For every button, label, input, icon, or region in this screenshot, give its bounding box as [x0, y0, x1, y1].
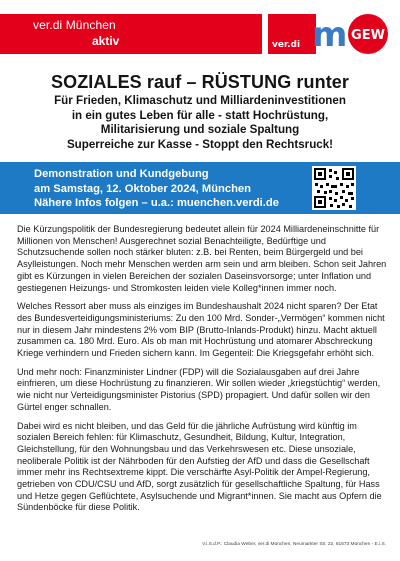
imprint: V.i.S.d.P.: Claudia Weber, ver.di München, Neumarkter Str. 22, 81673 München - E.i.S. — [202, 542, 386, 547]
banner-line2: am Samstag, 12. Oktober 2024, München — [34, 182, 251, 195]
subtitle-line: Für Frieden, Klimaschutz und Milliardeninvestitionen — [54, 94, 346, 107]
gew-logo-text: GEW — [351, 28, 385, 43]
banner-text — [34, 167, 279, 211]
subtitle-line: in ein gutes Leben für alle - statt Hochrüstung, — [71, 108, 329, 122]
gew-logo — [346, 12, 390, 56]
paragraph: Die Kürzungspolitik der Bundesregierung bedeutet allein für 2024 Milliardeneinschnitte für Millionen von Menschen! Ausgerechnet sozial Benachteiligte, Bedürftige und Schutzsuchende sollen noch stärker bluten: z.B. bei Renten, beim Bürgergeld und bei Asylleistungen. Noch mehr Menschen werden arm sein und arm bleiben. Schon seit Jahren gibt es Kürzungen in vielen Bereichen der sozialen Daseinsvorsorge; unter Inflation und gestiegenen Heizungs- und Stromkosten leiden viele Kolleg*innen immer noch. — [17, 224, 387, 293]
page-title: SOZIALES rauf – RÜSTUNG runter — [50, 72, 350, 92]
header — [0, 0, 400, 66]
body-text — [17, 224, 387, 521]
m-logo: m — [312, 15, 348, 55]
subtitle-line: Militarisierung und soziale Spaltung — [100, 123, 300, 136]
verdi-logo — [268, 14, 316, 54]
qr-code-graphic — [312, 166, 356, 210]
verdi-logo-text: ver.di — [272, 40, 301, 50]
subtitle-line: Superreiche zur Kasse - Stoppt den Rechtsruck! — [66, 137, 334, 151]
header-line2: aktiv — [92, 34, 120, 48]
paragraph: Welches Ressort aber muss als einziges im Bundeshaushalt 2024 nicht sparen? Der Etat des Bundesverteidigungsministeriums: Zu den 100 Mrd. Sonder-„Vermögen“ kommen nicht nur in diesem Jahr mindestens 2% vom BIP (Brutto-Inlands-Produkt) hinzu. Macht aktuell zusammen ca. 180 Mrd. Euro. Als ob man mit Hochrüstung und atomarer Abschreckung Kriege verhindern und Frieden sichern kann. Im Gegenteil: Die Kriegsgefahr erhöht sich. — [17, 301, 385, 359]
banner-line3[interactable]: Nähere Infos folgen – u.a.: muenchen.verdi.de — [34, 197, 279, 209]
header-band — [0, 14, 262, 54]
subtitle — [0, 94, 400, 152]
gew-logo-icon — [346, 12, 390, 56]
header-line1: ver.di München — [33, 18, 116, 32]
paragraph: Und mehr noch: Finanzminister Lindner (FDP) will die Sozialausgaben auf drei Jahre einfrieren, um diese Hochrüstung zu finanzieren. Wir sollen wieder „kriegstüchtig“ werden, wie nicht nur Verteidigungsminister Pistorius (SPD) propagiert. Und dafür sollen wir den Gürtel enger schnallen. — [17, 366, 381, 412]
paragraph: Dabei wird es nicht bleiben, und das Geld für die jährliche Aufrüstung wird künftig im sozialen Bereich fehlen: für Klimaschutz, Gesundheit, Bildung, Kultur, Integration, Gleichstellung, für den Wohnungsbau und das Verkehrswesen etc. Diese unsoziale, neoliberale Politik ist der Nährboden für den Aufstieg der AfD und dass die Gesellschaft immer mehr ins Rechtsextreme kippt. Die verschärfte Asyl-Politik der Ampel-Regierung, getrieben von CDU/CSU und AfD, sorgt zusätzlich für gesellschaftliche Spaltung, für Hass und Hetze gegen Geflüchtete, Asylsuchende und Migrant*innen. Sie macht aus Opfern die Sündenböcke für diese Politik. — [17, 420, 382, 513]
banner-line1: Demonstration und Kundgebung — [34, 168, 209, 180]
qr-code-icon[interactable] — [312, 166, 356, 210]
